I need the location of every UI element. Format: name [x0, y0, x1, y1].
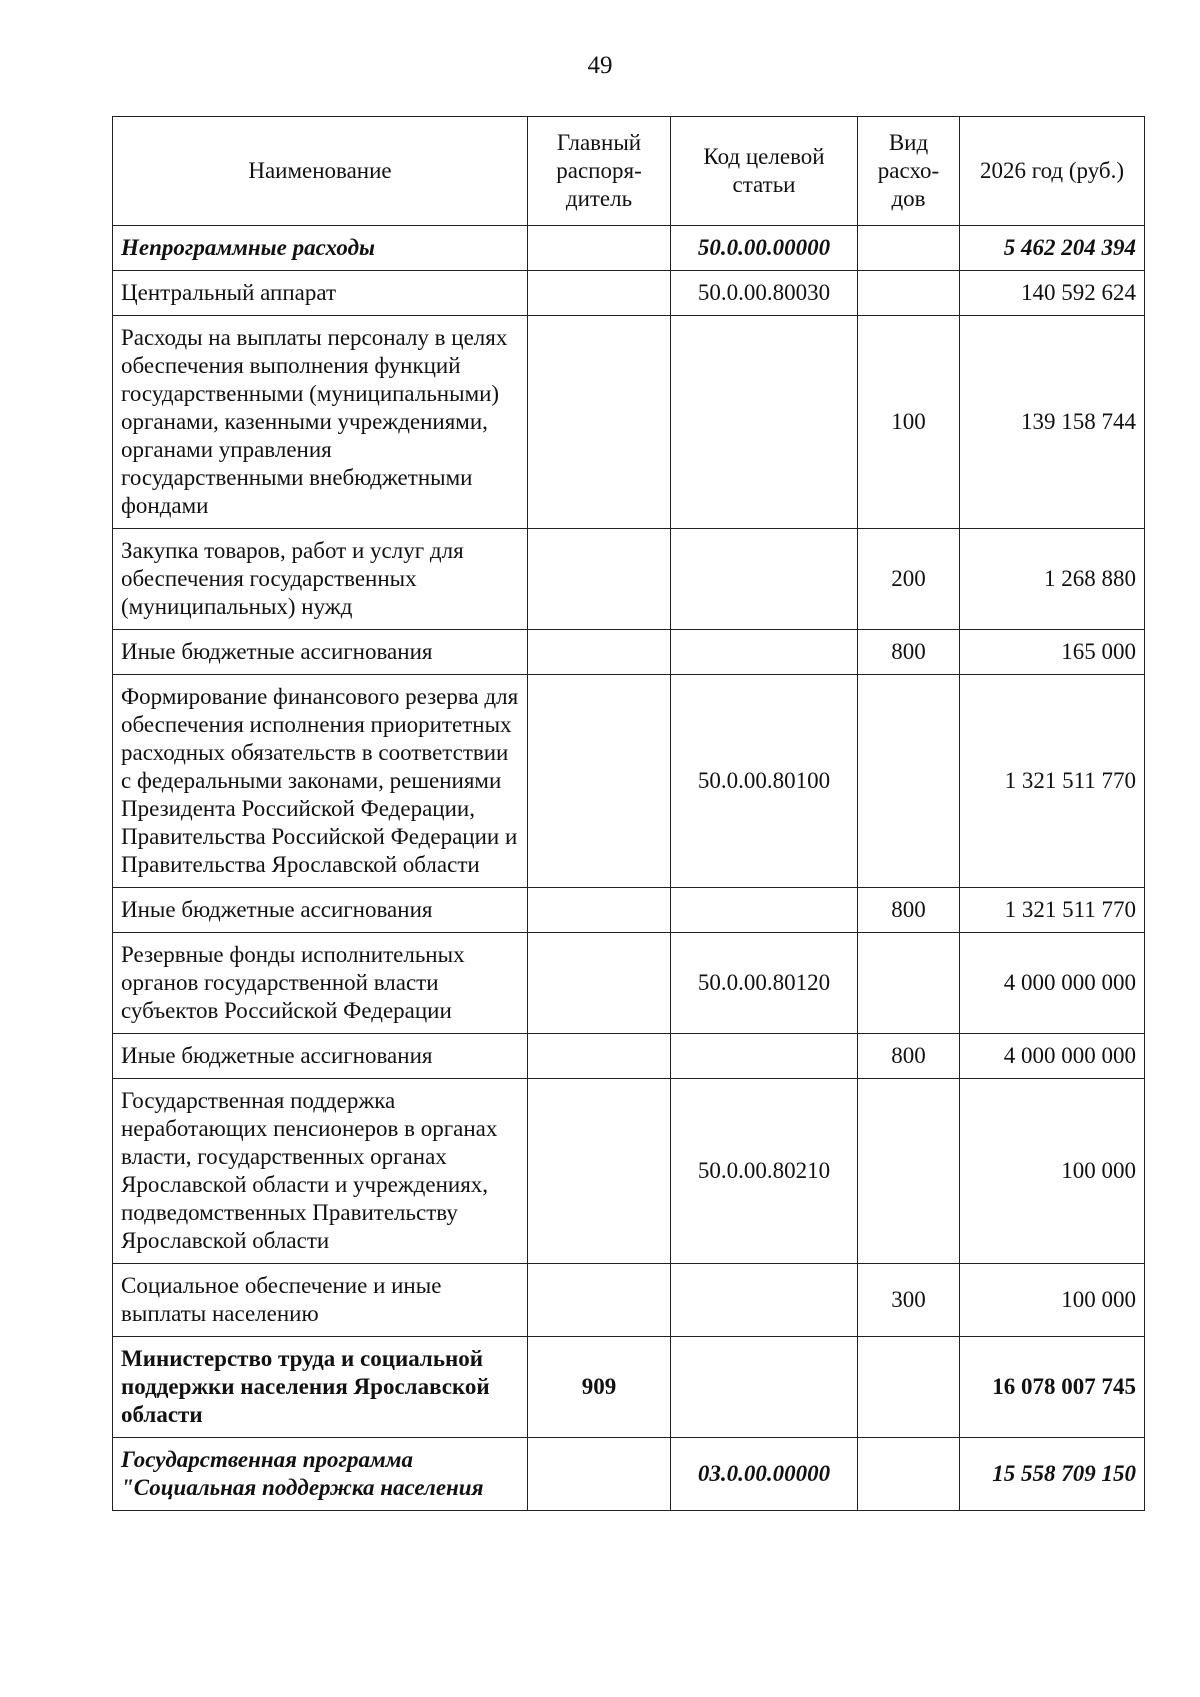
cell-name: Социальное обеспечение и иные выплаты населению [113, 1264, 528, 1337]
cell-target-code [671, 1264, 858, 1337]
table-row [113, 1438, 1145, 1511]
cell-target-code [671, 529, 858, 630]
cell-name: Закупка товаров, работ и услуг для обеспечения государственных (муниципальных) нужд [113, 529, 528, 630]
cell-target-code: 50.0.00.80210 [671, 1079, 858, 1264]
table-row [113, 630, 1145, 675]
table-header-row [113, 117, 1145, 226]
cell-target-code [671, 1337, 858, 1438]
table-row [113, 316, 1145, 529]
cell-expense-type [858, 933, 960, 1034]
budget-table [112, 116, 1145, 1511]
header-administrator: Главный распоря-дитель [528, 117, 671, 226]
cell-amount: 4 000 000 000 [960, 1034, 1145, 1079]
cell-expense-type [858, 1337, 960, 1438]
cell-target-code [671, 888, 858, 933]
cell-administrator [528, 933, 671, 1034]
cell-amount: 140 592 624 [960, 271, 1145, 316]
header-name: Наименование [113, 117, 528, 226]
cell-amount: 165 000 [960, 630, 1145, 675]
table-row [113, 1337, 1145, 1438]
cell-administrator [528, 226, 671, 271]
cell-amount: 139 158 744 [960, 316, 1145, 529]
table-row [113, 226, 1145, 271]
cell-amount: 100 000 [960, 1264, 1145, 1337]
table-row [113, 675, 1145, 888]
cell-expense-type [858, 1438, 960, 1511]
cell-amount: 15 558 709 150 [960, 1438, 1145, 1511]
cell-name: Центральный аппарат [113, 271, 528, 316]
cell-target-code: 50.0.00.80120 [671, 933, 858, 1034]
cell-administrator [528, 1264, 671, 1337]
table-row [113, 1034, 1145, 1079]
cell-administrator [528, 1079, 671, 1264]
cell-name: Формирование финансового резерва для обеспечения исполнения приоритетных расходных обязательств в соответствии с федеральными законами, решениями Президента Российской Федерации, Правительства Российской Федерации и Правительства Ярославской области [113, 675, 528, 888]
cell-administrator [528, 630, 671, 675]
cell-expense-type [858, 271, 960, 316]
cell-target-code: 03.0.00.00000 [671, 1438, 858, 1511]
cell-target-code [671, 316, 858, 529]
cell-name: Государственная поддержка неработающих пенсионеров в органах власти, государственных органах Ярославской области и учреждениях, подведомственных Правительству Ярославской области [113, 1079, 528, 1264]
cell-amount: 100 000 [960, 1079, 1145, 1264]
page-number: 49 [587, 52, 613, 79]
cell-target-code [671, 630, 858, 675]
cell-target-code: 50.0.00.80100 [671, 675, 858, 888]
cell-name: Иные бюджетные ассигнования [113, 888, 528, 933]
cell-expense-type [858, 1079, 960, 1264]
cell-target-code: 50.0.00.00000 [671, 226, 858, 271]
cell-expense-type [858, 675, 960, 888]
cell-administrator [528, 271, 671, 316]
cell-administrator [528, 675, 671, 888]
cell-name: Государственная программа "Социальная поддержка населения [113, 1438, 528, 1511]
cell-administrator [528, 316, 671, 529]
cell-expense-type: 200 [858, 529, 960, 630]
cell-name: Расходы на выплаты персоналу в целях обеспечения выполнения функций государственными (муниципальными) органами, казенными учреждениями, органами управления государственными внебюджетными фондами [113, 316, 528, 529]
cell-amount: 5 462 204 394 [960, 226, 1145, 271]
cell-name: Иные бюджетные ассигнования [113, 1034, 528, 1079]
cell-expense-type [858, 226, 960, 271]
cell-name: Непрограммные расходы [113, 226, 528, 271]
cell-amount: 16 078 007 745 [960, 1337, 1145, 1438]
cell-name: Министерство труда и социальной поддержки населения Ярославской области [113, 1337, 528, 1438]
cell-target-code [671, 1034, 858, 1079]
cell-name: Иные бюджетные ассигнования [113, 630, 528, 675]
table-row [113, 271, 1145, 316]
cell-name: Резервные фонды исполнительных органов государственной власти субъектов Российской Федерации [113, 933, 528, 1034]
cell-amount: 1 268 880 [960, 529, 1145, 630]
cell-administrator: 909 [528, 1337, 671, 1438]
cell-expense-type: 800 [858, 1034, 960, 1079]
cell-expense-type: 800 [858, 630, 960, 675]
cell-administrator [528, 888, 671, 933]
header-expense-type: Вид расхо-дов [858, 117, 960, 226]
cell-expense-type: 300 [858, 1264, 960, 1337]
header-target-code: Код целевой статьи [671, 117, 858, 226]
cell-amount: 1 321 511 770 [960, 675, 1145, 888]
cell-amount: 4 000 000 000 [960, 933, 1145, 1034]
table-row [113, 1264, 1145, 1337]
cell-expense-type: 100 [858, 316, 960, 529]
header-amount: 2026 год (руб.) [960, 117, 1145, 226]
cell-administrator [528, 529, 671, 630]
cell-amount: 1 321 511 770 [960, 888, 1145, 933]
cell-administrator [528, 1034, 671, 1079]
table-row [113, 529, 1145, 630]
cell-expense-type: 800 [858, 888, 960, 933]
table-row [113, 888, 1145, 933]
table-row [113, 933, 1145, 1034]
cell-administrator [528, 1438, 671, 1511]
cell-target-code: 50.0.00.80030 [671, 271, 858, 316]
table-row [113, 1079, 1145, 1264]
